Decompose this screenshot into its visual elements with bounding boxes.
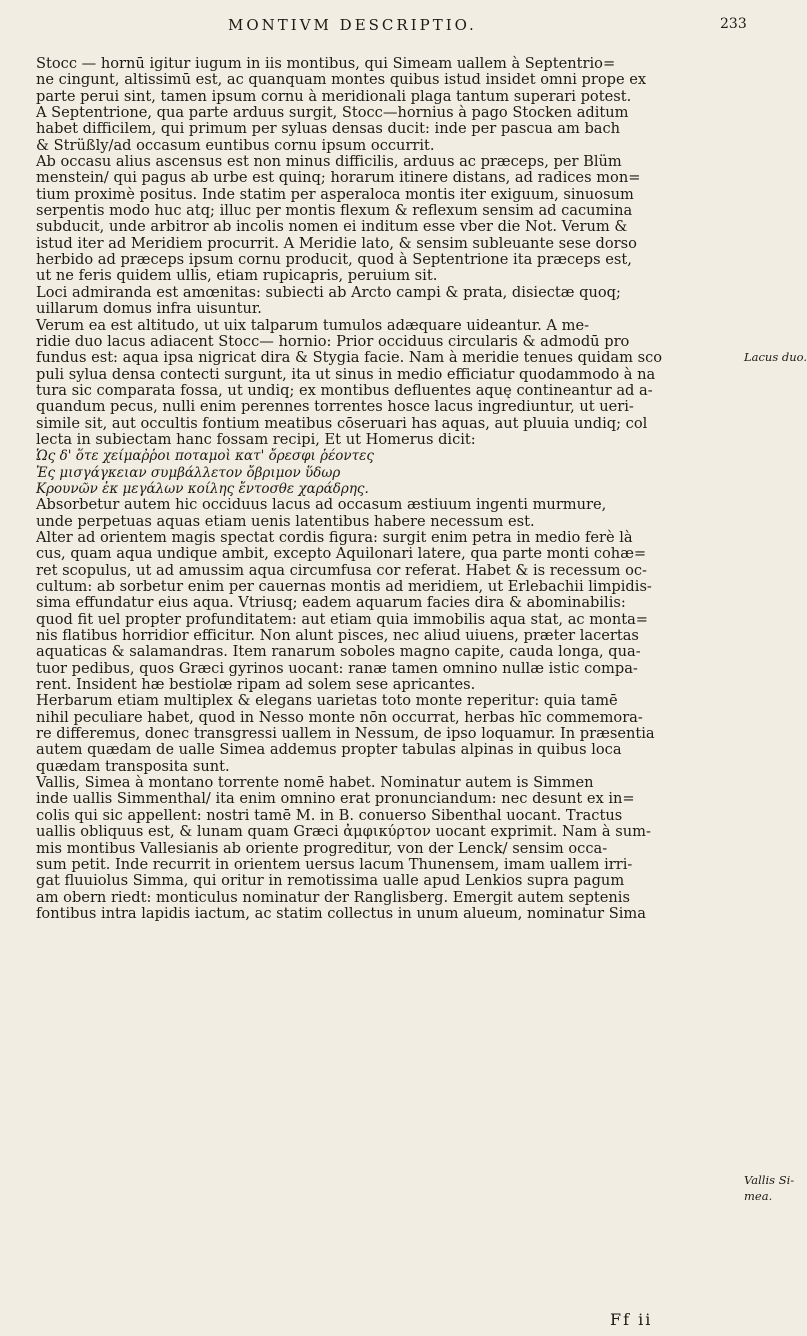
text-line: uallis obliquus est, & lunam quam Græci ἀμφικύρτον uocant exprimit. Nam à sum- [36,823,651,841]
text-line: uillarum domus infra uisuntur. [36,300,262,318]
text-line: inde uallis Simmenthal/ ita enim omnino erat pronunciandum: nec desunt ex in= [36,790,635,808]
text-line: & Strüßly/ad occasum euntibus cornu ipsum occurrit. [36,136,435,154]
text-line: mis montibus Vallesianis ab oriente progreditur, von der Lenck/ sensim occa- [36,839,608,857]
text-line: herbido ad præceps ipsum cornu producit, quod à Septentrione ita præceps est, [36,251,632,269]
text-line: habet difficilem, qui primum per syluas densas ducit: inde per pascua am bach [36,120,621,138]
text-line: Herbarum etiam multiplex & elegans uarietas toto monte reperitur: quia tamē [36,692,618,710]
running-head [0,16,800,40]
text-line: tuor pedibus, quos Græci gyrinos uocant: ranæ tamen omnino nullæ istic compa- [36,659,638,677]
text-line: Verum ea est altitudo, ut uix talparum tumulos adæquare uideantur. A me- [36,316,590,334]
page-number: 233 [720,16,747,32]
text-line: Alter ad orientem magis spectat cordis figura: surgit enim petra in medio ferè là [36,528,633,546]
text-line: ne cingunt, altissimū est, ac quanquam montes quibus istud insidet omni prope ex [36,71,647,89]
text-line: Ὡς δ' ὅτε χείμαῤῥοι ποταμοὶ κατ' ὄρεσφι ῥέοντες [36,448,374,465]
text-line: re differemus, donec transgressi uallem in Nessum, de ipso loquamur. In præsentia [36,725,655,743]
text-line: fundus est: aqua ipsa nigricat dira & Stygia facie. Nam à meridie tenues quidam sco [36,349,663,367]
text-line: ret scopulus, ut ad amussim aqua circumfusa cor referat. Habet & is recessum oc- [36,561,647,579]
text-line: unde perpetuas aquas etiam uenis latentibus habere necessum est. [36,512,535,530]
text-line: Vallis, Simea à montano torrente nomē habet. Nominatur autem is Simmen [36,774,594,792]
text-line: Stocc — hornū igitur iugum in iis montibus, qui Simeam uallem à Septentrio= [36,55,616,72]
marginal-note-vallis: Vallis Si- [744,1173,795,1187]
running-head-title: MONTIVM DESCRIPTIO. [228,16,477,34]
text-line: lecta in subiectam hanc fossam recipi, Et ut Homerus dicit: [36,430,476,448]
text-line: menstein/ qui pagus ab urbe est quinq; horarum itinere distans, ad radices mon= [36,169,641,187]
text-line: colis qui sic appellent: nostri tamē M. in B. conuerso Sibenthal uocant. Tractus [36,806,623,824]
text-line: Κρουνῶν ἐκ μεγάλων κοίλης ἔντοσθε χαράδρης. [36,480,369,497]
text-line: simile sit, aut occultis fontium meatibus cōseruari has aquas, aut pluuia undiq; col [36,414,648,432]
text-line: fontibus intra lapidis iactum, ac statim collectus in unum alueum, nominatur Sima [36,904,646,922]
text-line: ridie duo lacus adiacent Stocc— hornio: Prior occiduus circularis & admodū pro [36,332,630,350]
text-line: cultum: ab sorbetur enim per cauernas montis ad meridiem, ut Erlebachii limpidis- [36,578,652,595]
text-line: nis flatibus horridior efficitur. Non alunt pisces, nec aliud uiuens, præter lacertas [36,627,639,645]
text-line: tura sic comparata fossa, ut undiq; ex montibus defluentes aquę contineantur ad a- [36,381,653,399]
marginal-note-lacus: Lacus duo. [744,350,807,364]
text-line: rent. Insident hæ bestiolæ ripam ad solem sese apricantes. [36,676,476,694]
text-line: am obern riedt: monticulus nominatur der Ranglisberg. Emergit autem septenis [36,888,630,906]
text-line: nihil peculiare habet, quod in Nesso monte nōn occurrat, herbas hīc commemora- [36,708,643,726]
signature-mark: Ff ii [610,1310,653,1329]
text-line: tium proximè positus. Inde statim per asperaloca montis iter exiguum, sinuosum [36,185,634,203]
text-line: Ἐς μισγάγκειαν συμβάλλετον ὄβριμον ὕδωρ [36,464,341,481]
text-line: aquaticas & salamandras. Item ranarum soboles magno capite, cauda longa, qua- [36,643,641,661]
text-line: Loci admiranda est amœnitas: subiecti ab Arcto campi & prata, disiectæ quoq; [36,283,621,301]
text-line: istud iter ad Meridiem procurrit. A Meridie lato, & sensim subleuante sese dorso [36,234,637,252]
text-line: parte perui sint, tamen ipsum cornu à meridionali plaga tantum superari potest. [36,87,632,105]
text-line: quædam transposita sunt. [36,757,230,775]
marginal-note-vallis-cont: mea. [744,1189,773,1203]
text-line: gat fluuiolus Simma, qui oritur in remotissima ualle apud Lenkios supra pagum [36,872,625,890]
body-text [36,56,738,922]
text-line: subducit, unde arbitror ab incolis nomen ei inditum esse vber die Not. Verum & [36,218,628,236]
text-line: quandum pecus, nulli enim perennes torrentes hosce lacus ingrediuntur, ut ueri- [36,398,634,416]
text-line: sima effundatur eius aqua. Vtriusq; eadem aquarum facies dira & abominabilis: [36,594,626,612]
text-line: Ab occasu alius ascensus est non minus difficilis, arduus ac præceps, per Blüm [36,153,622,171]
text-line: Absorbetur autem hic occiduus lacus ad occasum æstiuum ingenti murmure, [36,496,607,514]
text-line: cus, quam aqua undique ambit, excepto Aquilonari latere, qua parte monti cohæ= [36,545,647,563]
text-line: autem quædam de ualle Simea addemus propter tabulas alpinas in quibus loca [36,741,622,759]
text-line: sum petit. Inde recurrit in orientem uersus lacum Thunensem, imam uallem irri- [36,855,633,873]
text-line: puli sylua densa contecti surgunt, ita ut sinus in medio efficiatur quodammodo à na [36,365,656,383]
text-line: A Septentrione, qua parte arduus surgit, Stocc—hornius à pago Stocken aditum [36,104,629,122]
text-line: serpentis modo huc atq; illuc per montis flexum & reflexum sensim ad cacumina [36,202,633,220]
text-line: quod fit uel propter profunditatem: aut etiam quia immobilis aqua stat, ac monta= [36,610,649,628]
text-line: ut ne feris quidem ullis, etiam rupicapris, peruium sit. [36,267,438,285]
